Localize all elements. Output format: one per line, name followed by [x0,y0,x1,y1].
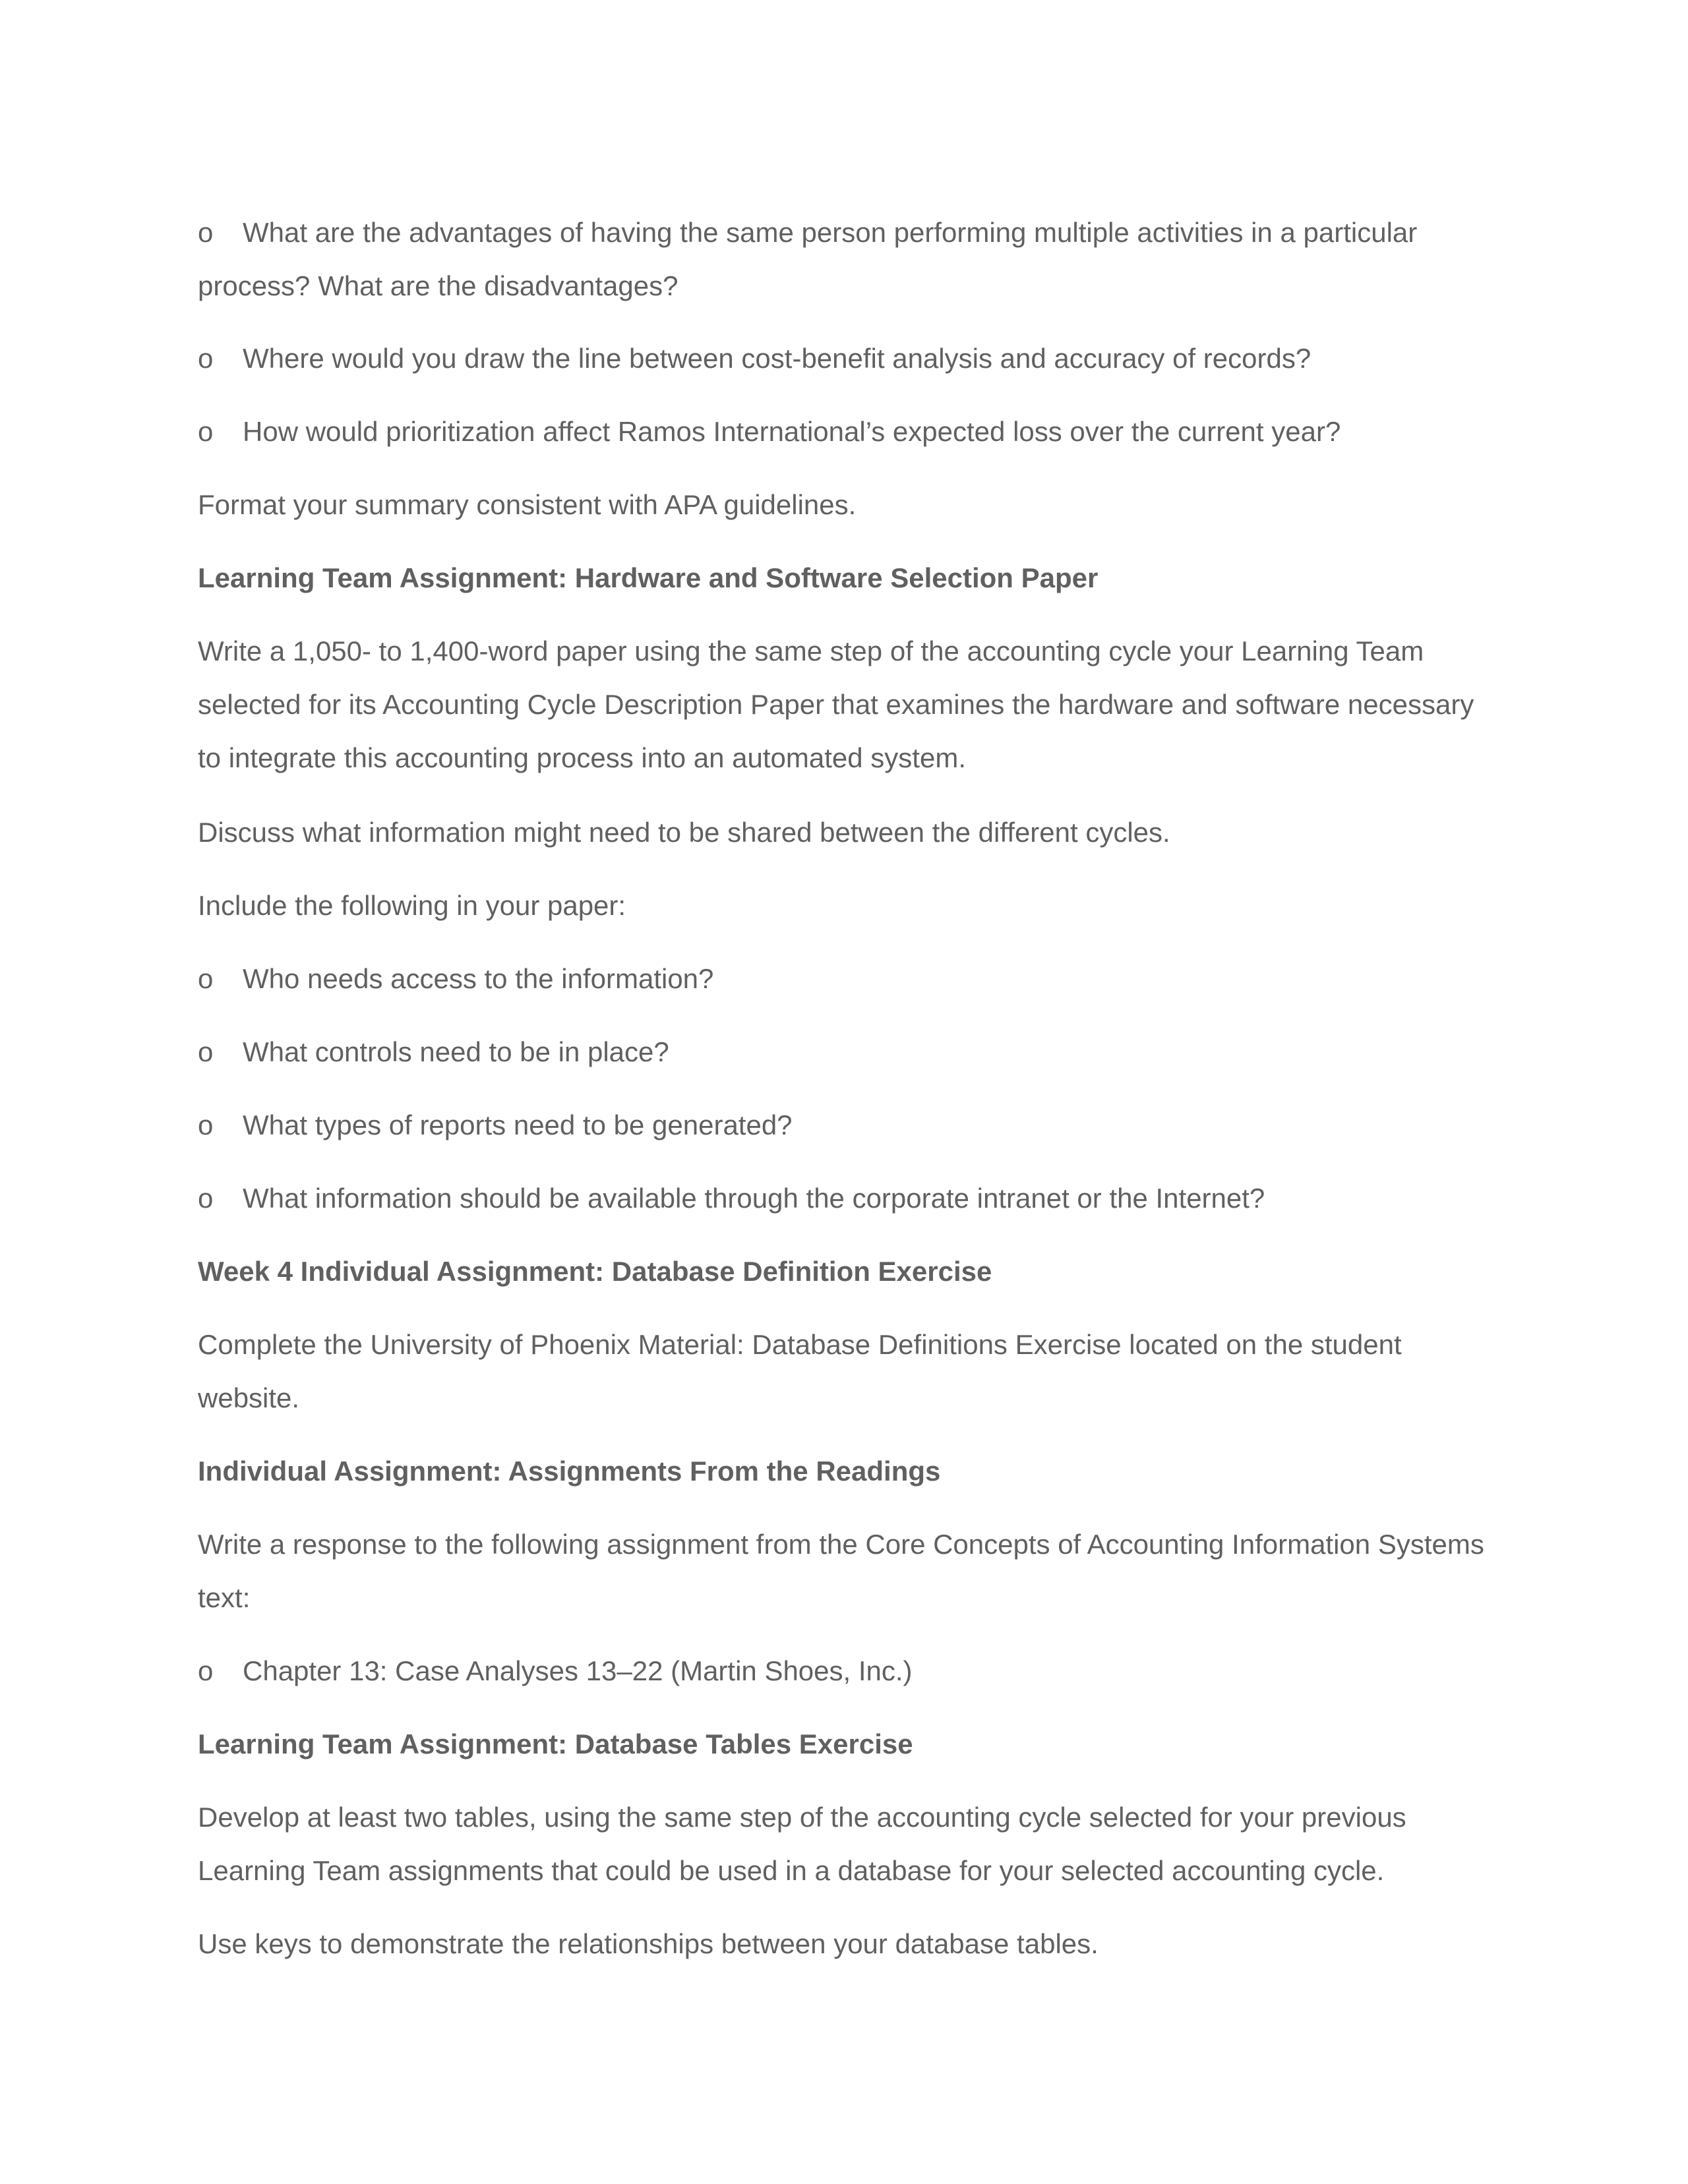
section-heading-text: Week 4 Individual Assignment: Database Definition Exercise [198,1256,992,1287]
list-item-text: Where would you draw the line between cost-benefit analysis and accuracy of records? [243,343,1311,374]
paragraph-text: Format your summary consistent with APA guidelines. [198,489,857,520]
paragraph [198,1917,1490,1970]
bullet-marker: o [198,1655,214,1686]
paragraph [198,478,1490,531]
paragraph [198,879,1490,932]
bullet-marker: o [198,217,214,248]
paragraph-line: Learning Team assignments that could be used in a database for your selected accounting cycle. [198,1855,1385,1886]
list-item-text: What information should be available through the corporate intranet or the Internet? [243,1183,1265,1214]
paragraph [198,806,1490,859]
paragraph-text: Use keys to demonstrate the relationships between your database tables. [198,1928,1099,1959]
section-heading-text: Individual Assignment: Assignments From the Readings [198,1456,941,1487]
section-heading-text: Learning Team Assignment: Hardware and Software Selection Paper [198,562,1099,593]
list-item-text: process? What are the disadvantages? [198,270,678,301]
list-item-text: How would prioritization affect Ramos International’s expected loss over the current year? [243,416,1341,447]
paragraph-line: to integrate this accounting process into an automated system. [198,742,966,773]
paragraph-line: website. [198,1382,300,1413]
paragraph [198,624,1490,784]
paragraph-text: Discuss what information might need to be shared between the different cycles. [198,817,1170,848]
section-heading [198,1245,1490,1298]
list-item-text: What types of reports need to be generated? [243,1109,793,1140]
bullet-marker: o [198,1036,214,1067]
bullet-marker: o [198,416,214,447]
paragraph-line: selected for its Accounting Cycle Description Paper that examines the hardware and software necessary [198,689,1474,720]
paragraph-line: Write a 1,050- to 1,400-word paper using the same step of the accounting cycle your Learning Team [198,635,1424,666]
paragraph [198,1318,1490,1425]
list-item-continuation [198,259,1490,312]
section-heading [198,551,1490,605]
list-item-text: What controls need to be in place? [243,1036,669,1067]
paragraph-text: Include the following in your paper: [198,890,626,921]
bullet-marker: o [198,963,214,994]
paragraph [198,1518,1490,1624]
bullet-marker: o [198,1109,214,1140]
list-item-text: Who needs access to the information? [243,963,714,994]
section-heading [198,1444,1490,1498]
paragraph-line: Complete the University of Phoenix Material: Database Definitions Exercise located on the student [198,1329,1402,1360]
paragraph-line: Develop at least two tables, using the same step of the accounting cycle selected for your previous [198,1802,1406,1833]
section-heading-text: Learning Team Assignment: Database Tables Exercise [198,1728,913,1759]
section-heading [198,1717,1490,1771]
list-item-text: What are the advantages of having the same person performing multiple activities in a particular [243,217,1418,248]
paragraph-line: Write a response to the following assignment from the Core Concepts of Accounting Information Systems [198,1529,1484,1560]
paragraph [198,1790,1490,1897]
paragraph-line: text: [198,1582,251,1613]
bullet-marker: o [198,1183,214,1214]
list-item-text: Chapter 13: Case Analyses 13–22 (Martin Shoes, Inc.) [243,1655,913,1686]
bullet-marker: o [198,343,214,374]
